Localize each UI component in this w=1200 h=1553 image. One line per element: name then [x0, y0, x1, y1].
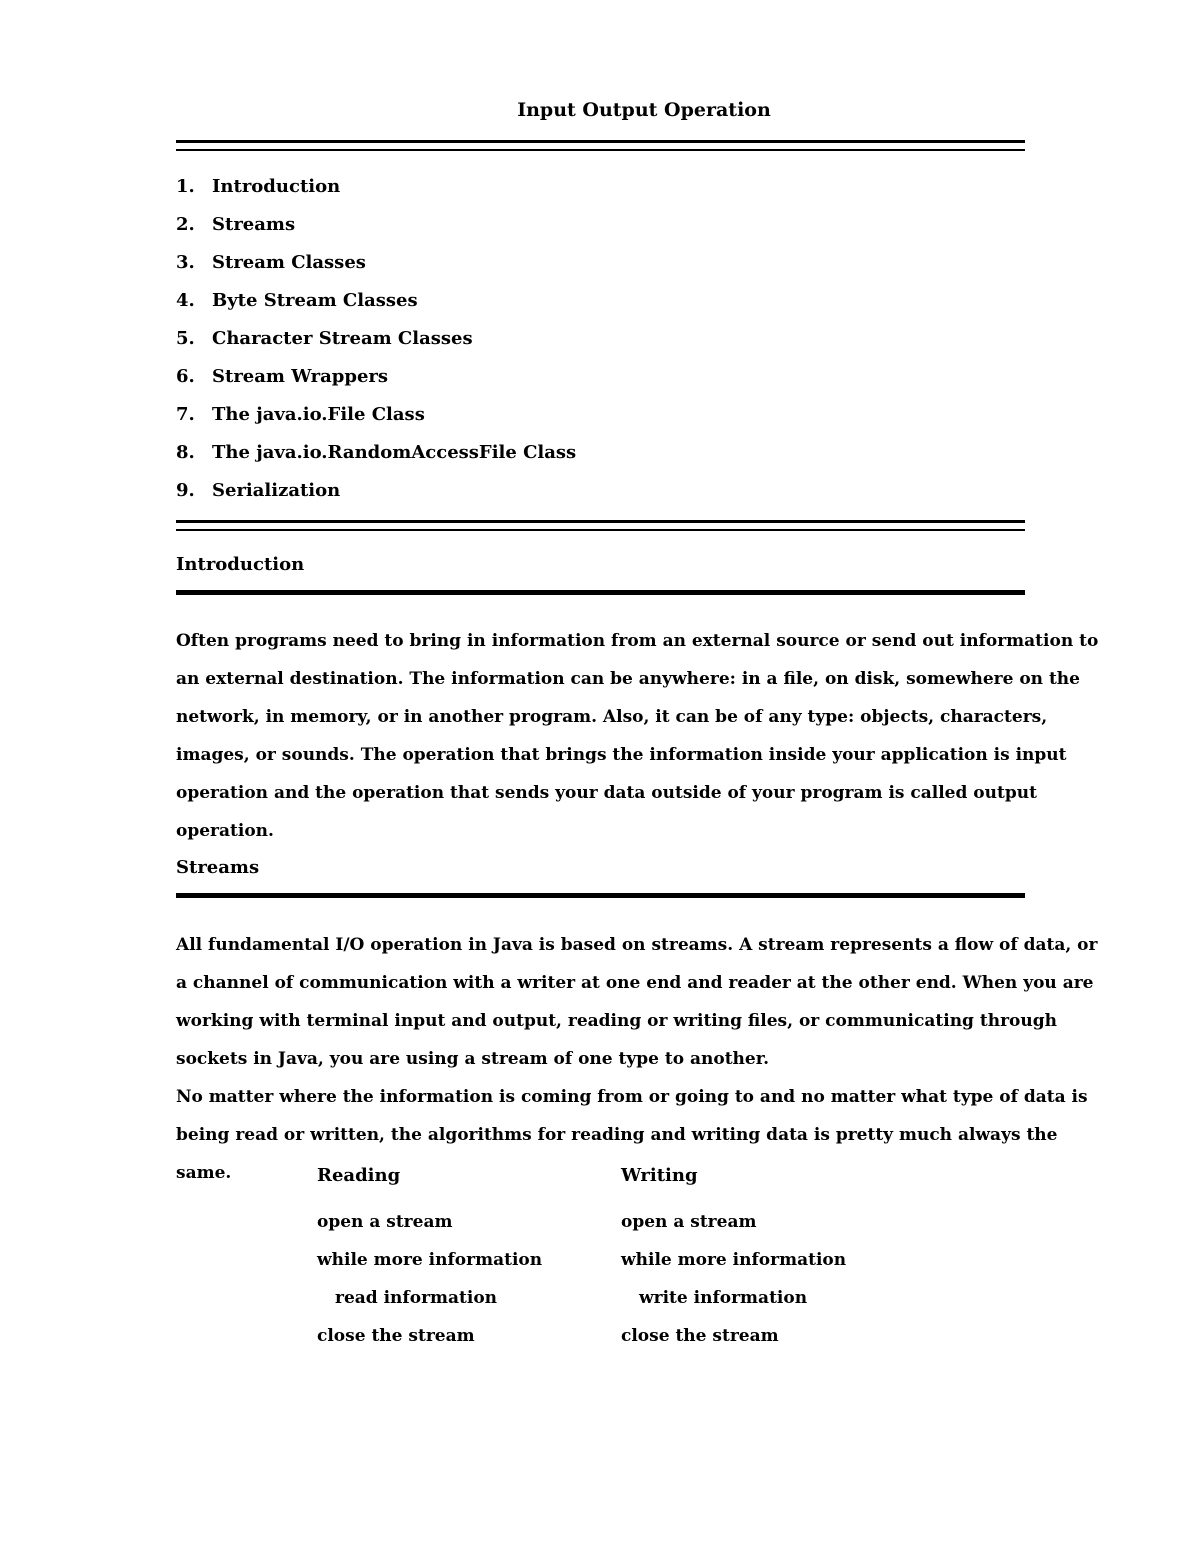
toc-item-number: 1.	[176, 176, 195, 197]
toc-item	[176, 211, 576, 249]
introduction-paragraph: Often programs need to bring in information from an external source or send out information to an external destination. The information can be anywhere: in a file, on disk, somewhere on the network, in memory, or in another program. Also, it can be of any type: objects, characters, images, or sounds. The operation that brings the information inside your application is input operation and the operation that sends your data outside of your program is called output operation.	[176, 631, 1099, 841]
writing-algorithm	[621, 1162, 846, 1360]
toc-item-number: 2.	[176, 214, 195, 235]
document-title: Input Output Operation	[517, 99, 771, 121]
toc-item-number: 8.	[176, 442, 195, 463]
writing-step: close the stream	[621, 1326, 779, 1346]
writing-heading: Writing	[621, 1165, 698, 1186]
writing-step: while more information	[621, 1250, 847, 1270]
toc-divider	[176, 520, 1025, 531]
introduction-rule	[176, 590, 1025, 595]
toc-item-label: Byte Stream Classes	[212, 290, 418, 311]
reading-step: while more information	[317, 1250, 543, 1270]
toc-item-number: 7.	[176, 404, 195, 425]
toc-item-label: Character Stream Classes	[212, 328, 473, 349]
toc-item-number: 9.	[176, 480, 195, 501]
streams-heading: Streams	[176, 857, 260, 878]
writing-step: write information	[639, 1288, 808, 1308]
toc-item-label: The java.io.RandomAccessFile Class	[212, 442, 577, 463]
toc-item	[176, 287, 576, 325]
toc-item-number: 4.	[176, 290, 195, 311]
toc-item-number: 6.	[176, 366, 195, 387]
toc-item	[176, 401, 576, 439]
title-divider	[176, 140, 1025, 151]
toc-item-number: 5.	[176, 328, 195, 349]
toc-item	[176, 363, 576, 401]
streams-rule	[176, 893, 1025, 898]
toc-item	[176, 439, 576, 477]
reading-algorithm	[317, 1162, 542, 1360]
streams-paragraph-2: No matter where the information is coming from or going to and no matter what type of data is being read or written, the algorithms for reading and writing data is pretty much always the same.	[176, 1087, 1088, 1183]
toc-item	[176, 325, 576, 363]
toc-item-label: Serialization	[212, 480, 341, 501]
reading-heading: Reading	[317, 1165, 401, 1186]
streams-paragraph-1: All fundamental I/O operation in Java is based on streams. A stream represents a flow of data, or a channel of communication with a writer at one end and reader at the other end. When you are working with terminal input and output, reading or writing files, or communicating through sockets in Java, you are using a stream of one type to another.	[176, 935, 1098, 1069]
table-of-contents	[176, 173, 576, 515]
toc-item-label: Stream Classes	[212, 252, 366, 273]
toc-item-label: Streams	[212, 214, 296, 235]
toc-item-label: Stream Wrappers	[212, 366, 389, 387]
reading-step: read information	[335, 1288, 498, 1308]
writing-step: open a stream	[621, 1212, 757, 1232]
introduction-heading: Introduction	[176, 554, 305, 575]
toc-item-label: The java.io.File Class	[212, 404, 425, 425]
reading-step: open a stream	[317, 1212, 453, 1232]
toc-item	[176, 173, 576, 211]
toc-item	[176, 249, 576, 287]
toc-item-label: Introduction	[212, 176, 341, 197]
toc-item-number: 3.	[176, 252, 195, 273]
reading-step: close the stream	[317, 1326, 475, 1346]
toc-item	[176, 477, 576, 515]
